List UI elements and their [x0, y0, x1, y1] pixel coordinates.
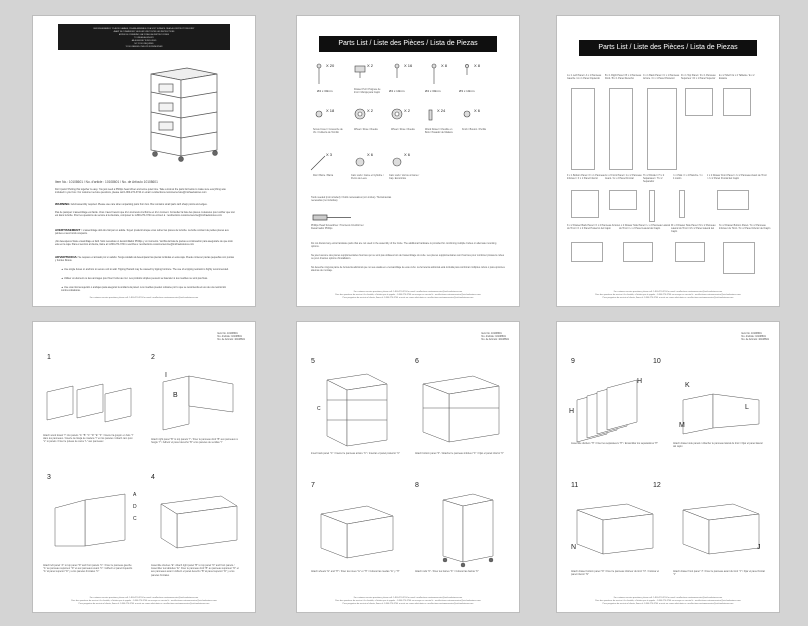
footer-line: Pour des questions de service à la clientèle, n'hésitez pas à appeler : 1-800-274-3744 ou envoyer un courriel à : recollections.customerservice@michaelsstores.com	[595, 294, 741, 296]
panel-m	[675, 242, 705, 262]
notice-text: Utiliser un élément ou des ancrages pour fixer l'unité au mur. Les produits simples peuvent se basculer si les meubles ne sont pas fixés.	[64, 277, 208, 280]
footer-line: Para preguntas de servicio al cliente, llame al: 1-800-274-3744 o envíe un correo electrónico a: recollections.customerservice@michaelsstores.com	[342, 297, 474, 299]
item-number-fr: No. d'article: 10108601	[217, 335, 242, 338]
panel-label: J x 2 Drawer Front Panel / J x 2 Panneau Avant de Tiroir / J x 2 Panel Frontal del Cajón	[707, 174, 767, 180]
product-illustration	[33, 56, 255, 176]
warning-fr-label: AVERTISSEMENT :	[55, 228, 83, 232]
step-5-diagram	[307, 370, 402, 450]
panel-label: C x 1 Back Panel / C x 1 Panneau Arrière / C x 1 Panel Posterior	[643, 74, 680, 80]
notice-text: Use una misma sujeción o anclajes para asegurar la unidad a la pared. Los muebles pueden volcarse por lo que se recomienda el uso de una restricción contra volcaduras.	[61, 286, 227, 293]
panel-label: I x 4 Slat / I x 4 Planche / I x 4 Listón	[673, 174, 703, 180]
step-2-diagram	[149, 362, 244, 432]
header-line: ANTES DE COMENZAR, LEA TODAS LAS INSTRUCCIONES	[119, 34, 169, 36]
step-number: 11	[571, 482, 579, 489]
footer-line: Pour des questions de service à la clientèle, n'hésitez pas à appeler : 1-800-274-3744 ou envoyer un courriel à : recollections.customerservice@michaelsstores.com	[595, 600, 741, 602]
step-number: 1	[47, 354, 51, 361]
panel-g	[609, 190, 637, 210]
hardware-label: Screw Cover / Couvercle de Vis / Cubierta de Tornillo	[313, 128, 343, 134]
part-letter: H	[637, 378, 643, 385]
part-letter: L	[745, 404, 749, 411]
page-panel-parts	[556, 15, 780, 307]
step-caption: Attach wood dowel "I" into panels "A" "B" "C" "D" "E" "F" / Insérer la goujon en bois "I" dans les panneaux / Inserte la clavija de madera "I" en los paneles / Attach cam post "L" to panels / Fixer le poteau de came "L" aux panneaux	[43, 434, 134, 444]
intro-es	[55, 240, 235, 247]
footer-line: Pour des questions de service à la clientèle, n'hésitez pas à appeler : 1-800-274-3744 ou envoyer un courriel à : recollections.customerservice@michaelsstores.com	[335, 600, 481, 602]
part-letter: K	[685, 382, 690, 389]
panel-label: H x 2 Divider / H x 2 Séparateur / H x 2 Separador	[643, 174, 665, 183]
header-line: NO TOOLS REQUIRED	[134, 43, 154, 45]
hardware-count: X 6	[404, 152, 411, 157]
step-caption: Attach drawer side panels / Attacher le panneau latéral du tiroir / Fijar el panel lateral del cajón	[673, 442, 763, 449]
hardware-dimension: Ø4 x 30mm	[317, 89, 333, 93]
hardware-label: Wheel / Roue / Rueda	[391, 128, 415, 131]
step-caption: Attach drawer front panel "J" / Fixer le panneau avant du tiroir "J" / Fijar el panel frontal "J"	[673, 570, 765, 577]
step-caption: Attach rods "K" / Fixer les barres "K" / Colocar las barras "K"	[415, 570, 479, 573]
header-bar	[58, 24, 230, 50]
item-number: Item No. 10108601	[741, 332, 762, 335]
intro-en	[55, 188, 235, 195]
header-line: AN ALLEN KEY IS INCLUDED	[131, 40, 157, 42]
step-1-diagram	[43, 370, 138, 430]
step-3-diagram	[45, 490, 140, 560]
page-footer	[43, 297, 245, 300]
step-number: 3	[47, 474, 51, 481]
hardware-count: X 3	[326, 152, 333, 157]
panel-c	[647, 88, 677, 170]
step-number: 6	[415, 358, 419, 365]
page-footer	[43, 597, 245, 606]
step-caption: Assemble dividers "H" / Fixer les séparateurs "H" / Ensamblar los separadores "H"	[571, 442, 659, 445]
panel-label: M x 2 Drawer Side Panel / M x 2 Panneau Latéral du Tiroir / M x 2 Panel Lateral del Cajón	[671, 224, 716, 233]
item-number-block	[481, 332, 509, 341]
panel-h	[649, 190, 655, 222]
warning-label: WARNING:	[55, 202, 71, 206]
step-caption: Attach bottom panel "F" / Attacher le panneau inférieur "F" / Fijar el panel inferior "F"	[415, 452, 504, 455]
item-number-fr: No. d'article: 10108601	[741, 335, 766, 338]
step-12-diagram	[673, 494, 768, 564]
part-letter: C	[317, 406, 321, 412]
panel-label: A x 1 Left Panel / A x 1 Panneau Gauche / A x 1 Panel Izquierdo	[567, 74, 602, 80]
part-letter: N	[571, 544, 577, 551]
hardware-label: Cam Lock / Verrou à Came / Cap. Excéntrica	[389, 174, 420, 180]
step-number: 2	[151, 354, 155, 361]
tools-note: Tools needed (not included) / Outils nécessaires (non inclus) / Herramientas necesarias (no incluidas)	[311, 196, 392, 202]
panel-b	[609, 88, 633, 170]
page-hardware-parts	[296, 15, 520, 307]
step-caption: Attach right panel "B" to top panels "I" / Fixer le panneau droit "B" aux panneaux à l'angle "I" / Adherir el panel derecho "B" a los paneles de ventilas "I"	[151, 438, 238, 445]
hardware-count: X 2	[367, 63, 374, 68]
hardware-count: X 2	[367, 108, 374, 113]
part-letter: H	[569, 408, 575, 415]
footer-line: Para preguntas de servicio al cliente, llame al: 1-800-274-3744 o envíe un correo electrónico a: recollections.customerservice@michaelsstores.com	[78, 603, 210, 605]
footer-line: Para preguntas de servicio al cliente, llame al: 1-800-274-3744 o envíe un correo electrónico a: recollections.customerservice@michaelsstores.com	[342, 603, 474, 605]
hardware-label: Rod / Barre / Barra	[313, 174, 334, 177]
panel-label: G x 2 Front Panel / G x 2 Panneau Avant / G x 2 Panel Frontal	[605, 174, 642, 180]
item-number: Item No.: 10108601 / No. d'article : 10108601 / No. de Artículo 10108601	[55, 180, 158, 184]
hardware-label: Cam Lock / Came et Cylindre / Perno de Leva	[351, 174, 384, 180]
footer-line: Para preguntas de servicio al cliente, llame al: 1-800-274-3744 o envíe un correo electrónico a: recollections.customerservice@michaelsstores.com	[602, 297, 734, 299]
extra-hardware-note-en: Do not discard any extra hardware parts that are not used in the assembly of the Cube. The additional hardware is provided for combining multiple Cubes or alternate mounting options.	[311, 242, 497, 249]
notice-en	[61, 268, 231, 271]
panel-l	[623, 242, 653, 262]
panel-e	[723, 88, 751, 116]
step-caption: Insert back panel "C" / Insérer le panneau arrière "C" / Insertar el panel posterior "C"	[311, 452, 401, 455]
notice-fr	[61, 277, 231, 280]
warning-es-label: ADVERTENCIA:	[55, 255, 78, 259]
hardware-label: Drawer Pull / Poignée de tiroir / Manija para Cajón	[354, 88, 381, 94]
panel-j	[717, 190, 749, 210]
notice-es	[61, 286, 231, 293]
hardware-count: X 20	[326, 63, 335, 68]
header-line: BEFORE ASSEMBLY, TO AVOID DAMAGE, PLEASE ASSEMBLE ON A SOFT SURFACE. READ ALL INSTRUCTIONS FIRST	[93, 28, 195, 30]
page-footer	[307, 597, 509, 606]
page-footer	[307, 291, 509, 300]
footer-line: For customer service questions, please call: 1-800-274-3744 or email: recollections.customerservice@michaelsstores.com	[353, 291, 463, 293]
item-number: Item No. 10108601	[217, 332, 238, 335]
panel-label: K x 2 Drawer Back Panel / K x 2 Panneau Arrière du Tiroir / K x 2 Panel Posterior del Cajón	[567, 224, 619, 230]
part-letter: C	[133, 516, 137, 522]
step-6-diagram	[413, 370, 508, 450]
notice-icon: ▲	[61, 286, 64, 289]
warning-es	[55, 256, 235, 263]
step-number: 12	[653, 482, 661, 489]
footer-line: For customer service questions, please call: 1-800-274-3744 or email: recollections.customerservice@michaelsstores.com	[89, 597, 199, 599]
warning-fr	[55, 229, 235, 236]
step-number: 7	[311, 482, 315, 489]
step-8-diagram	[413, 490, 508, 570]
panel-label: L x 2 Drawer Side Panel / L x 2 Panneau Latéral du Tiroir / L x 2 Panel Lateral del Cajón	[619, 224, 670, 230]
part-letter: B	[173, 392, 178, 399]
step-number: 8	[415, 482, 419, 489]
footer-line: For customer service questions, please call: 1-800-274-3744 or email: recollections.customerservice@michaelsstores.com	[353, 597, 463, 599]
hardware-count: X 8	[441, 63, 448, 68]
hardware-count: X 18	[326, 108, 335, 113]
intro-fr	[55, 211, 235, 218]
hardware-label: Wood Dowel / Cheville en Bois / Pasador de Madera	[425, 128, 453, 134]
footer-line: Para preguntas de servicio al cliente, llame al: 1-800-274-3744 o envíe un correo electrónico a: recollections.customerservice@michaelsstores.com	[602, 603, 734, 605]
footer-line: Pour des questions de service à la clientèle, n'hésitez pas à appeler : 1-800-274-3744 ou envoyer un courriel à : recollections.customerservice@michaelsstores.com	[335, 294, 481, 296]
extra-hardware-note-fr: Ne jetez aucune des pièces supplémentaires fournies qui ne sont pas utilisées lors de l'assemblage du cube. Les pièces supplémentaires sont fournies pour combiner plusieurs cubes ou pour d'autres options d'installation.	[311, 254, 505, 261]
parts-list-title: Parts List / Liste des Pièces / Lista de Piezas	[579, 40, 757, 56]
hardware-dimension: Ø4 x 10mm	[389, 89, 405, 93]
header-line: TO USE AN ALLEN KEY	[134, 37, 154, 39]
footer-line: Pour des questions de service à la clientèle, n'hésitez pas à appeler : 1-800-274-3744 ou envoyer un courriel à : recollections.customerservice@michaelsstores.com	[71, 600, 217, 602]
screwdriver-label: Phillips Head Screwdriver / Tournevis Cruciforme / Desarmador Phillips	[311, 224, 365, 230]
part-letter: I	[165, 372, 167, 379]
extra-hardware-note-es: No deseche ninguna parte de ferretería adicional que no sea usada en el ensamblaje de este cubo. La ferretería adicional está incluida para combinar múltiples cubos o para opciones alternas de montaje.	[311, 266, 505, 273]
step-caption: Assemble shelves "E". Attach right panel "B" to top panel "D" and front panels / Assembler les tablettes "E". Fixer le panneau droit "B" au panneau supérieur "D" et aux panneaux avant / Adherir el panel derecho "B" al panel superior "D" y a los paneles frontales	[151, 564, 239, 577]
item-number-es: No. de Artículo: 10108601	[217, 338, 245, 341]
page-steps-1-4	[32, 321, 256, 613]
notice-icon: ▲	[61, 277, 64, 280]
notice-text: Use single boxes or anchors to secure unit to wall. Tipping Hazard may be caused by tipping furniture. The use of a tipping restraint is highly recommended.	[64, 268, 229, 271]
panel-label: N x 2 Drawer Bottom Panel / N x 2 Panneau Inférieur du Tiroir / N x 2 Panel Inferior del Cajón	[719, 224, 771, 230]
part-letter: J	[757, 544, 761, 551]
header-line: AVANT DE COMMENCER, VEUILLEZ LIRE TOUTES LES INSTRUCTIONS	[113, 31, 175, 33]
step-caption: Attach left panel "A" to top panel "D" and front panels "C" / Fixer le panneau gauche "A" au panneau supérieur "D" et aux panneaux avant "C" / Adherir el panel izquierdo "A" al panel superior "D" y a los paneles frontales "C"	[43, 564, 133, 574]
warning-es-text: Se requiere el armado por un adulto. Tenga cuidado al desempacar las piezas incluidas en esta caja. Puede contener piezas pequeñas con puntas y bordes filosos.	[55, 256, 234, 263]
panel-d	[685, 88, 713, 116]
item-number-block	[741, 332, 769, 341]
panel-label: D x 1 Top Panel / D x 1 Panneau Supérieur / D x 1 Panel Superior	[681, 74, 716, 80]
panel-a	[571, 88, 595, 170]
panel-label: B x 1 Right Panel / B x 1 Panneau Droit / B x 1 Panel Derecho	[605, 74, 642, 80]
step-11-diagram	[567, 494, 662, 564]
part-letter: A	[133, 492, 137, 498]
panel-label: E x 2 Shelf / E x 2 Tablette / E x 2 Estante	[719, 74, 755, 80]
item-number-block	[217, 332, 245, 341]
intro-en-text: Don't panic! Putting this together is easy. You just need a Phillips head driver and some quiet time. Take a look at the parts list below to make sure everything was included in your box. For customer service questions, please call 1-800-274-3744 or email: recollections.customerservice@michaelsstores.com	[55, 188, 226, 195]
item-number-es: No. de Artículo: 10108601	[741, 338, 769, 341]
hardware-count: X 24	[437, 108, 446, 113]
intro-fr-text: Pas de panique! L'assemblage est facile. Vous n'avez besoin que d'un tournevis cruciforme et d'un moment. Consultez la liste des pièces ci-dessous pour vérifier que tout est dans la boîte. Pour les questions de service à la clientèle, composez le 1-800-274-3744 ou écrivez à : recollections.customerservice@michaelsstores.com	[55, 211, 235, 218]
hardware-count: X 8	[474, 63, 481, 68]
footer-line: For customer service questions, please call: 1-800-274-3744 or email: recollections.customerservice@michaelsstores.com	[613, 597, 723, 599]
step-7-diagram	[307, 494, 402, 564]
item-number-fr: No. d'article: 10108601	[481, 335, 506, 338]
panel-f	[571, 190, 599, 218]
header-line: TOOLS NEEDED: PHILLIPS SCREWDRIVER	[125, 46, 163, 48]
panel-i	[679, 190, 685, 218]
part-letter: D	[133, 504, 137, 510]
hardware-dimension: Ø4 x 30mm	[425, 89, 441, 93]
step-9-diagram	[567, 370, 662, 450]
hardware-count: X 16	[404, 63, 413, 68]
step-number: 10	[653, 358, 661, 365]
page-footer	[567, 597, 769, 606]
panel-k	[571, 242, 603, 262]
hardware-label: Wheel / Roue / Rueda	[354, 128, 378, 131]
step-number: 9	[571, 358, 575, 365]
intro-es-text: ¡No desesperes! Este ensamblaje es fácil. Solo necesitas un destornillador Phillips y un momento. Verifica la lista de piezas a continuación para asegurarte de que todo esté en la caja. Para el servicio al cliente, llame al 1-800-274-3744 o escriba a: recollections.customerservice@michaelsstores.com	[55, 240, 233, 247]
step-number: 5	[311, 358, 315, 365]
page-steps-5-8	[296, 321, 520, 613]
step-4-diagram	[151, 490, 246, 560]
panel-n	[723, 242, 755, 274]
item-number-es: No. de Artículo: 10108601	[481, 338, 509, 341]
panel-label: F x 1 Bottom Panel / F x 1 Panneau Inférieur / F x 1 Panel Inferior	[567, 174, 605, 180]
footer-line: For customer service questions, please call: 1-800-274-3744 or email: recollections.customerservice@michaelsstores.com	[89, 297, 199, 299]
hardware-label: Knob / Bouton / Perilla	[462, 128, 486, 131]
step-caption: Attach wheels "G" and "H" / Fixer les roues "G" et "H" / Colocar las ruedas "G" y "H"	[311, 570, 400, 573]
notice-icon: ▲	[61, 268, 64, 271]
hardware-count: X 2	[404, 108, 411, 113]
parts-list-title: Parts List / Liste des Pièces / Lista de Piezas	[319, 36, 497, 52]
item-number: Item No. 10108601	[481, 332, 502, 335]
step-number: 4	[151, 474, 155, 481]
hardware-count: X 6	[474, 108, 481, 113]
page-steps-9-12	[556, 321, 780, 613]
step-caption: Attach drawer bottom panel "N" / Fixer le panneau inférieur du tiroir "N" / Colocar el panel inferior "N"	[571, 570, 659, 577]
page-footer	[567, 291, 769, 300]
warning-text: Adult assembly required. Please use care when unpacking parts from box. Box contains small parts with sharp points and edges.	[71, 203, 208, 206]
page-cover	[32, 15, 256, 307]
part-letter: M	[679, 422, 685, 429]
hardware-count: X 6	[367, 152, 374, 157]
footer-line: For customer service questions, please call: 1-800-274-3744 or email: recollections.customerservice@michaelsstores.com	[613, 291, 723, 293]
warning-fr-text: L'assemblage doit être fait par un adulte. Soyez prudent lorsque vous retirez les pièces de la boîte. La boîte contient de petites pièces aux pointes et aux bords coupants.	[55, 229, 229, 236]
warning-en	[55, 203, 235, 206]
hardware-dimension: Ø3 x 10mm	[459, 89, 475, 93]
